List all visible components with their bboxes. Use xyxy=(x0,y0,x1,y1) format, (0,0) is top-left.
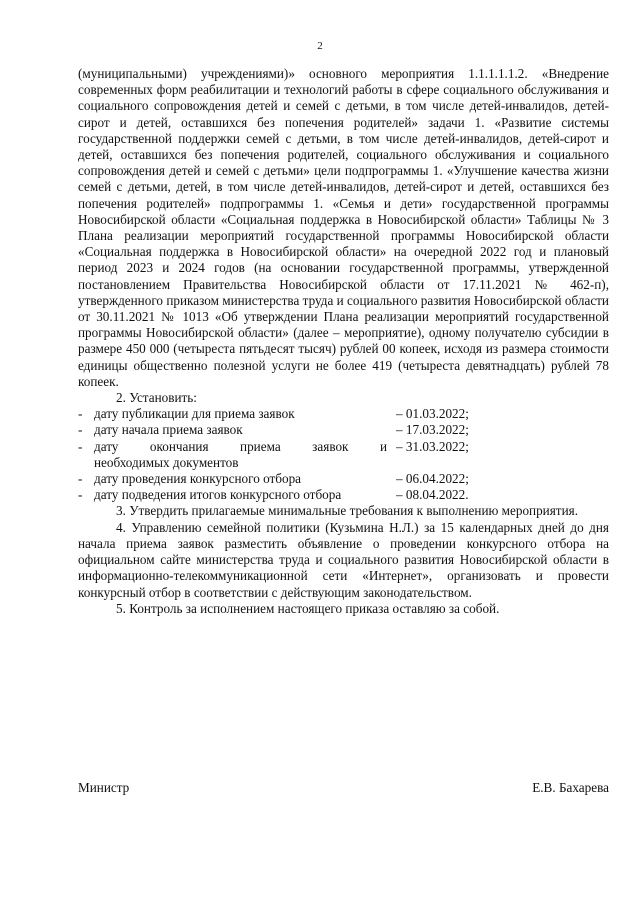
date-value: – 01.03.2022; xyxy=(396,406,469,422)
list-bullet: - xyxy=(78,438,83,454)
page-number: 2 xyxy=(317,40,323,52)
item-3: 3. Утвердить прилагаемые минимальные требования к выполнению мероприятия. xyxy=(116,503,578,519)
list-bullet: - xyxy=(78,422,83,438)
date-label: дату окончания приема заявок и xyxy=(94,438,387,454)
date-item xyxy=(78,439,609,455)
date-label: дату начала приема заявок xyxy=(94,422,243,438)
signatory-name: Е.В. Бахарева xyxy=(532,780,609,795)
date-label: дату подведения итогов конкурсного отбора xyxy=(94,487,342,503)
date-value: – 17.03.2022; xyxy=(396,422,469,438)
paragraph-main: (муниципальными) учреждениями)» основного мероприятия 1.1.1.1.1.2. «Внедрение современных форм реабилитации и технологий работы в сфере социального обслуживания и социального сопровождения детей и семей с детьми, в том числе детей-инвалидов, детей-сирот и детей, оставшихся без попечения родителей» задачи 1. «Развитие системы государственной поддержки семей с детьми, в том числе детей-инвалидов, детей-сирот и детей, оставшихся без попечения родителей, социального обслуживания и социального сопровождения детей и семей с детьми» цели подпрограммы 1. «Улучшение качества жизни семей с детьми, детей, в том числе детей-инвалидов, детей-сирот и детей, оставшихся без попечения родителей» подпрограммы 1. «Семья и дети» государственной программы Новосибирской области «Социальная поддержка в Новосибирской области» Таблицы № 3 Плана реализации мероприятий государственной программы Новосибирской области «Социальная поддержка в Новосибирской области» на очередной 2022 год и плановый период 2023 и 2024 годов (на основании государственной программы, утвержденной постановлением Правительства Новосибирской области от 17.11.2021 № 462-п), утвержденного приказом министерства труда и социального развития Новосибирской области от 30.11.2021 № 1013 «Об утверждении Плана реализации мероприятий государственной программы Новосибирской области» (далее – мероприятие), одному получателю субсидии в размере 450 000 (четыреста пятьдесят тысяч) рублей 00 копеек, исходя из размера стоимости единицы общественно полезной услуги не более 419 (четыреста девятнадцать) рублей 78 копеек. xyxy=(78,66,609,389)
dates-list xyxy=(78,406,609,503)
date-item xyxy=(78,406,609,422)
signatory-title: Министр xyxy=(78,780,130,795)
list-bullet: - xyxy=(78,487,83,503)
signature-block xyxy=(78,780,609,796)
item-4: 4. Управлению семейной политики (Кузьмина Н.Л.) за 15 календарных дней до дня начала приема заявок разместить объявление о проведении конкурсного отбора на официальном сайте министерства труда и социального развития Новосибирской области в информационно-телекоммуникационной сети «Интернет», организовать и провести конкурсный отбор в соответствии с действующим законодательством. xyxy=(78,519,609,600)
date-item xyxy=(78,487,609,503)
date-item xyxy=(78,471,609,487)
date-value: – 08.04.2022. xyxy=(396,487,469,503)
list-bullet: - xyxy=(78,406,83,422)
date-label: дату проведения конкурсного отбора xyxy=(94,471,302,487)
list-bullet: - xyxy=(78,471,83,487)
date-label: дату публикации для приема заявок xyxy=(94,406,295,422)
date-item xyxy=(78,422,609,438)
date-label-continuation: необходимых документов xyxy=(94,454,239,470)
date-value: – 06.04.2022; xyxy=(396,471,469,487)
item-2-heading: 2. Установить: xyxy=(116,390,197,406)
item-5: 5. Контроль за исполнением настоящего приказа оставляю за собой. xyxy=(116,600,500,616)
date-value: – 31.03.2022; xyxy=(396,438,469,454)
document-body xyxy=(78,66,609,617)
